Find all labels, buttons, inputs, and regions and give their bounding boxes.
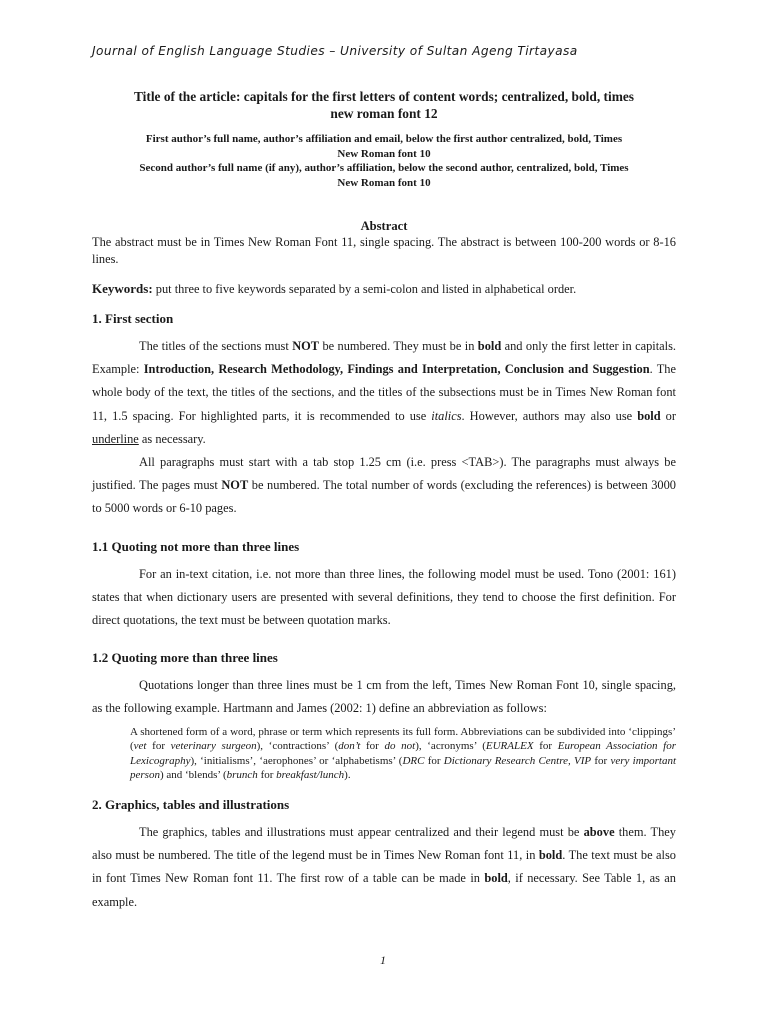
text-run: for (146, 740, 171, 753)
italic-run: vet (133, 740, 147, 753)
paragraph: For an in-text citation, i.e. not more than three lines, the following model must be used. Tono (2001: 161) states that when dictionary users are presented with several definitions, they tend to choose the first definition. For direct quotations, the text must be between quotation marks. (92, 566, 676, 628)
bold-run: above (583, 825, 615, 840)
italic-run: brunch (226, 769, 258, 782)
italic-run: veterinary surgeon (170, 740, 257, 753)
text-run: The titles of the sections must (139, 339, 293, 353)
text-run: ), ‘acronyms’ ( (415, 740, 486, 753)
text-run: or (660, 408, 676, 423)
text-run: ), ‘contractions’ ( (256, 740, 339, 753)
bold-run: bold (538, 848, 563, 863)
italic-run: EURALEX (485, 740, 534, 753)
bold-run: bold (637, 408, 661, 423)
subsection-heading: 1.2 Quoting more than three lines (92, 650, 278, 666)
article-title (92, 88, 676, 122)
text-run: for (257, 769, 277, 782)
paragraph: Quotations longer than three lines must be 1 cm from the left, Times New Roman Font 10, single spacing, as the following example. Hartmann and James (2002: 1) define an abbreviation as follows: (92, 678, 676, 716)
text-run: All paragraphs must start with a tab stop 1.25 cm (i.e. press <TAB>). The paragraphs must always be justified. The pages must (92, 455, 676, 493)
paragraph (92, 451, 676, 521)
first-author-line: First author’s full name, author’s affiliation and email, below the first author centralized, bold, Times (145, 133, 623, 145)
paragraph (92, 821, 676, 914)
text-run: as necessary. (138, 431, 206, 446)
bold-run: NOT (292, 339, 320, 353)
author-block (92, 132, 676, 190)
text-run: . The text must be also in font Times New Roman font 11. The first row of a table can be made in (92, 848, 676, 886)
text-run: for (360, 740, 385, 753)
text-run: them. They also must be numbered. The title of the legend must be in Times New Roman font 11, in (92, 825, 677, 863)
abstract-heading: Abstract (360, 219, 408, 233)
text-run: and only the first letter in capitals. Example: (92, 339, 677, 377)
abstract-body: The abstract must be in Times New Roman Font 11, single spacing. The abstract is between 100-200 words or 8-16 lines. (92, 235, 676, 266)
text-run: for (533, 740, 558, 753)
italic-run: DRC (402, 754, 425, 767)
bold-run: NOT (221, 478, 249, 493)
text-run: for (591, 754, 611, 767)
italic-run: don’t (338, 740, 361, 753)
bold-run: Introduction, Research Methodology, Findings and Interpretation, Conclusion and Suggestion (143, 362, 650, 377)
subsection-heading: 1.1 Quoting not more than three lines (92, 538, 300, 554)
keywords-text: put three to five keywords separated by a semi-colon and listed in alphabetical order. (152, 282, 577, 296)
text-run: ). (344, 769, 351, 782)
keywords-label: Keywords: (92, 281, 153, 296)
italic-run: italics (431, 408, 462, 423)
first-author-line: New Roman font 10 (337, 147, 431, 160)
text-run: be numbered. They must be in (319, 339, 478, 353)
second-author-line: New Roman font 10 (337, 176, 431, 189)
italic-run: do not (384, 740, 416, 753)
paragraph (92, 335, 676, 451)
keywords-line (92, 281, 676, 297)
underline-run: underline (92, 431, 139, 446)
text-run: for (424, 754, 444, 767)
page-number: 1 (380, 953, 386, 967)
text-run: be numbered. The total number of words (excluding the references) is between 3000 to 5000 words or 6-10 pages. (92, 478, 676, 516)
text-run: ) and ‘blends’ ( (159, 769, 227, 782)
italic-run: European Association for Lexicography (130, 740, 677, 767)
second-author-line: Second author’s full name (if any), author’s affiliation, below the second author, centralized, bold, Times (139, 162, 629, 174)
journal-header: Journal of English Language Studies – University of Sultan Ageng Tirtayasa (92, 44, 578, 58)
italic-run: Dictionary Research Centre, VIP (443, 754, 592, 767)
section-heading: 2. Graphics, tables and illustrations (92, 797, 290, 813)
text-run: . The whole body of the text, the titles of the sections, and the titles of the subsections must be in Times New Roman font 11, 1.5 spacing. For highlighted parts, it is recommended to use (92, 362, 676, 423)
title-line: Title of the article: capitals for the first letters of content words; centralized, bold, times (133, 89, 635, 104)
block-quote (130, 725, 676, 783)
text-run: The graphics, tables and illustrations must appear centralized and their legend must be (139, 825, 584, 840)
italic-run: very important person (130, 754, 677, 782)
italic-run: breakfast/lunch (276, 769, 345, 782)
text-run: ), ‘initialisms’, ‘aerophones’ or ‘alphabetisms’ ( (190, 754, 403, 767)
text-run: A shortened form of a word, phrase or term which represents its full form. Abbreviations can be subdivided into ‘clippings’ ( (130, 725, 676, 753)
text-run: . However, authors may also use (461, 408, 638, 423)
bold-run: bold (484, 871, 508, 886)
title-line: new roman font 12 (330, 106, 438, 121)
bold-run: bold (477, 339, 502, 353)
text-run: , if necessary. See Table 1, as an example. (92, 871, 676, 909)
section-heading: 1. First section (92, 311, 174, 326)
article-content (92, 88, 676, 914)
